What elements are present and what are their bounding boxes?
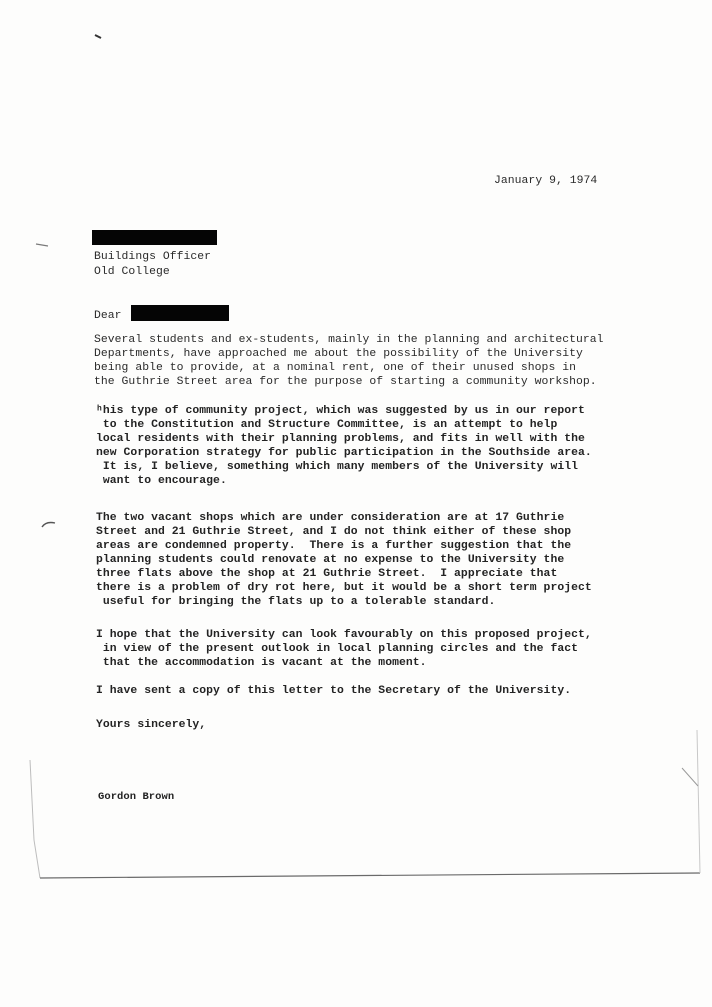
paragraph-1-line-1: Several students and ex-students, mainly in the planning and architectural: [94, 334, 604, 346]
paragraph-1-line-4: the Guthrie Street area for the purpose of starting a community workshop.: [94, 376, 597, 388]
recipient-address: Old College: [94, 266, 170, 278]
paragraph-4-line-1: I hope that the University can look favourably on this proposed project,: [96, 629, 592, 641]
paragraph-1-line-3: being able to provide, at a nominal rent, one of their unused shops in: [94, 362, 576, 374]
redacted-salutation-name: [131, 305, 229, 321]
paragraph-3-line-2: Street and 21 Guthrie Street, and I do not think either of these shop: [96, 526, 572, 538]
paragraph-4-line-2: in view of the present outlook in local planning circles and the fact: [96, 643, 578, 655]
closing: Yours sincerely,: [96, 719, 207, 731]
paragraph-3-line-3: areas are condemned property. There is a further suggestion that the: [96, 540, 572, 552]
paragraph-2-line-6: want to encourage.: [96, 475, 227, 487]
letter-date: January 9, 1974: [494, 175, 598, 187]
recipient-title: Buildings Officer: [94, 251, 212, 263]
paragraph-4-line-3: that the accommodation is vacant at the moment.: [96, 657, 427, 669]
paragraph-1-line-2: Departments, have approached me about the possibility of the University: [94, 348, 583, 360]
salutation: Dear: [94, 310, 122, 322]
paragraph-3-line-1: The two vacant shops which are under consideration are at 17 Guthrie: [96, 512, 565, 524]
redacted-recipient-name: [92, 230, 217, 245]
paragraph-3-line-5: three flats above the shop at 21 Guthrie Street. I appreciate that: [96, 568, 558, 580]
paragraph-3-line-6: there is a problem of dry rot here, but it would be a short term project: [96, 582, 592, 594]
paragraph-5-line-1: I have sent a copy of this letter to the Secretary of the University.: [96, 685, 572, 697]
paragraph-2-line-4: new Corporation strategy for public participation in the Southside area.: [96, 447, 592, 459]
paragraph-2-line-2: to the Constitution and Structure Committee, is an attempt to help: [96, 419, 558, 431]
paragraph-3-line-4: planning students could renovate at no expense to the University the: [96, 554, 565, 566]
signature-name: Gordon Brown: [98, 791, 175, 803]
paragraph-2-line-3: local residents with their planning problems, and fits in well with the: [96, 433, 585, 445]
paragraph-2-line-1: ʰhis type of community project, which was suggested by us in our report: [96, 405, 585, 417]
paragraph-3-line-7: useful for bringing the flats up to a tolerable standard.: [96, 596, 496, 608]
paragraph-2-line-5: It is, I believe, something which many members of the University will: [96, 461, 578, 473]
